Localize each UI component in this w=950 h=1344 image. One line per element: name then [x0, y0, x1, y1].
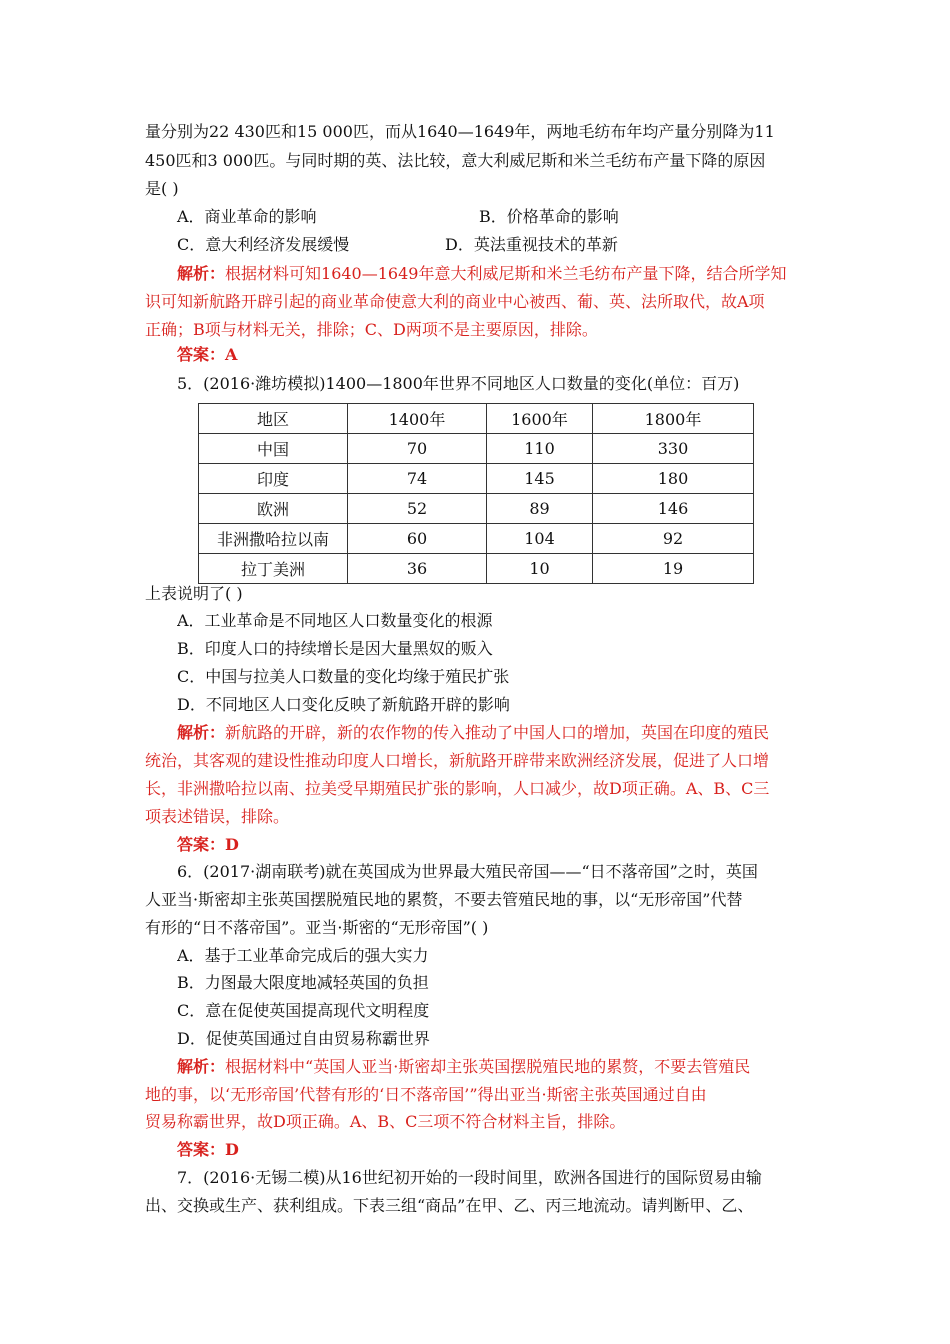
- q4-stem-line-2: 450匹和3 000匹。与同时期的英、法比较，意大利威尼斯和米兰毛纺布产量下降的原因: [145, 151, 766, 170]
- q5-option-a: A．工业革命是不同地区人口数量变化的根源: [177, 611, 493, 630]
- q5-analysis-line-1: [177, 723, 810, 743]
- table-cell: 110: [487, 434, 593, 464]
- q4-stem-line-3: 是( ): [145, 179, 179, 198]
- q6-stem-line-1: 6．(2017·湖南联考)就在英国成为世界最大殖民帝国——“日不落帝国”之时，英国: [177, 862, 758, 881]
- table-cell: 拉丁美洲: [199, 554, 348, 584]
- q6-option-a: A．基于工业革命完成后的强大实力: [177, 946, 429, 965]
- q6-option-b: B．力图最大限度地减轻英国的负担: [177, 973, 429, 992]
- q6-answer: 答案：D: [177, 1140, 239, 1159]
- q5-question: 上表说明了( ): [145, 584, 243, 603]
- q4-options-row-2: [177, 235, 810, 255]
- q5-option-d: D．不同地区人口变化反映了新航路开辟的影响: [177, 695, 510, 714]
- table-cell: 89: [487, 494, 593, 524]
- q5-answer: 答案：D: [177, 835, 239, 854]
- q4-options-row-1: [177, 207, 810, 227]
- q5-analysis-line-2: 统治，其客观的建设性推动印度人口增长，新航路开辟带来欧洲经济发展，促进了人口增: [145, 751, 770, 770]
- table-header-cell: 1800年: [593, 404, 754, 434]
- table-header-cell: 地区: [199, 404, 348, 434]
- q6-analysis-line-1: [177, 1057, 810, 1077]
- table-cell: 非洲撒哈拉以南: [199, 524, 348, 554]
- q4-analysis-line-3: 正确；B项与材料无关，排除；C、D两项不是主要原因，排除。: [145, 320, 598, 339]
- table-row: [199, 524, 754, 554]
- q4-option-b: B．价格革命的影响: [479, 207, 619, 226]
- table-row: [199, 554, 754, 584]
- q6-option-c: C．意在促使英国提高现代文明程度: [177, 1001, 430, 1020]
- table-cell: 36: [348, 554, 487, 584]
- table-header-row: [199, 404, 754, 434]
- table-cell: 70: [348, 434, 487, 464]
- q6-option-d: D．促使英国通过自由贸易称霸世界: [177, 1029, 430, 1048]
- q6-stem-line-2: 人亚当·斯密却主张英国摆脱殖民地的累赘，不要去管殖民地的事，以“无形帝国”代替: [145, 890, 743, 909]
- q7-stem-line-2: 出、交换或生产、获利组成。下表三组“商品”在甲、乙、丙三地流动。请判断甲、乙、: [145, 1196, 754, 1215]
- q4-option-c: C．意大利经济发展缓慢: [177, 235, 350, 254]
- q5-option-b: B．印度人口的持续增长是因大量黑奴的贩入: [177, 639, 493, 658]
- table-cell: 60: [348, 524, 487, 554]
- q4-option-d: D．英法重视技术的革新: [445, 235, 618, 254]
- table-cell: 92: [593, 524, 754, 554]
- table-cell: 10: [487, 554, 593, 584]
- table-cell: 52: [348, 494, 487, 524]
- q6-analysis-text-1: 根据材料中“英国人亚当·斯密却主张英国摆脱殖民地的累赘，不要去管殖民: [225, 1057, 751, 1076]
- q6-analysis-label: 解析：: [177, 1057, 226, 1076]
- q4-analysis-line-2: 识可知新航路开辟引起的商业革命使意大利的商业中心被西、葡、英、法所取代，故A项: [145, 292, 765, 311]
- q6-stem-line-3: 有形的“日不落帝国”。亚当·斯密的“无形帝国”( ): [145, 918, 489, 937]
- table-cell: 330: [593, 434, 754, 464]
- q6-analysis-line-3: 贸易称霸世界，故D项正确。A、B、C三项不符合材料主旨，排除。: [145, 1112, 626, 1131]
- table-row: [199, 464, 754, 494]
- table-header-cell: 1400年: [348, 404, 487, 434]
- table-row: [199, 434, 754, 464]
- population-table: [198, 403, 754, 584]
- q4-analysis-label: 解析：: [177, 264, 226, 283]
- table-cell: 74: [348, 464, 487, 494]
- table-cell: 180: [593, 464, 754, 494]
- q6-analysis-line-2: 地的事，以‘无形帝国’代替有形的‘日不落帝国’”得出亚当·斯密主张英国通过自由: [145, 1085, 707, 1104]
- q5-analysis-text-1: 新航路的开辟，新的农作物的传入推动了中国人口的增加，英国在印度的殖民: [225, 723, 770, 742]
- table-cell: 印度: [199, 464, 348, 494]
- table-cell: 欧洲: [199, 494, 348, 524]
- q4-stem-line-1: 量分别为22 430匹和15 000匹，而从1640—1649年，两地毛纺布年均产量分别降为11: [145, 122, 775, 141]
- q5-analysis-line-3: 长，非洲撒哈拉以南、拉美受早期殖民扩张的影响，人口减少，故D项正确。A、B、C三: [145, 779, 770, 798]
- q4-option-a: A．商业革命的影响: [177, 207, 317, 226]
- q5-analysis-line-4: 项表述错误，排除。: [145, 807, 290, 826]
- q5-option-c: C．中国与拉美人口数量的变化均缘于殖民扩张: [177, 667, 510, 686]
- table-cell: 104: [487, 524, 593, 554]
- q5-analysis-label: 解析：: [177, 723, 226, 742]
- table-header-cell: 1600年: [487, 404, 593, 434]
- q7-stem-line-1: 7．(2016·无锡二模)从16世纪初开始的一段时间里，欧洲各国进行的国际贸易由输: [177, 1168, 762, 1187]
- q4-analysis-line-1: [177, 264, 810, 284]
- table-cell: 146: [593, 494, 754, 524]
- table-row: [199, 494, 754, 524]
- table-cell: 19: [593, 554, 754, 584]
- table-cell: 中国: [199, 434, 348, 464]
- q4-answer: 答案：A: [177, 345, 238, 364]
- table-cell: 145: [487, 464, 593, 494]
- q4-analysis-text-1: 根据材料可知1640—1649年意大利威尼斯和米兰毛纺布产量下降，结合所学知: [225, 264, 787, 283]
- q5-stem: 5．(2016·潍坊模拟)1400—1800年世界不同地区人口数量的变化(单位：百万): [177, 374, 740, 393]
